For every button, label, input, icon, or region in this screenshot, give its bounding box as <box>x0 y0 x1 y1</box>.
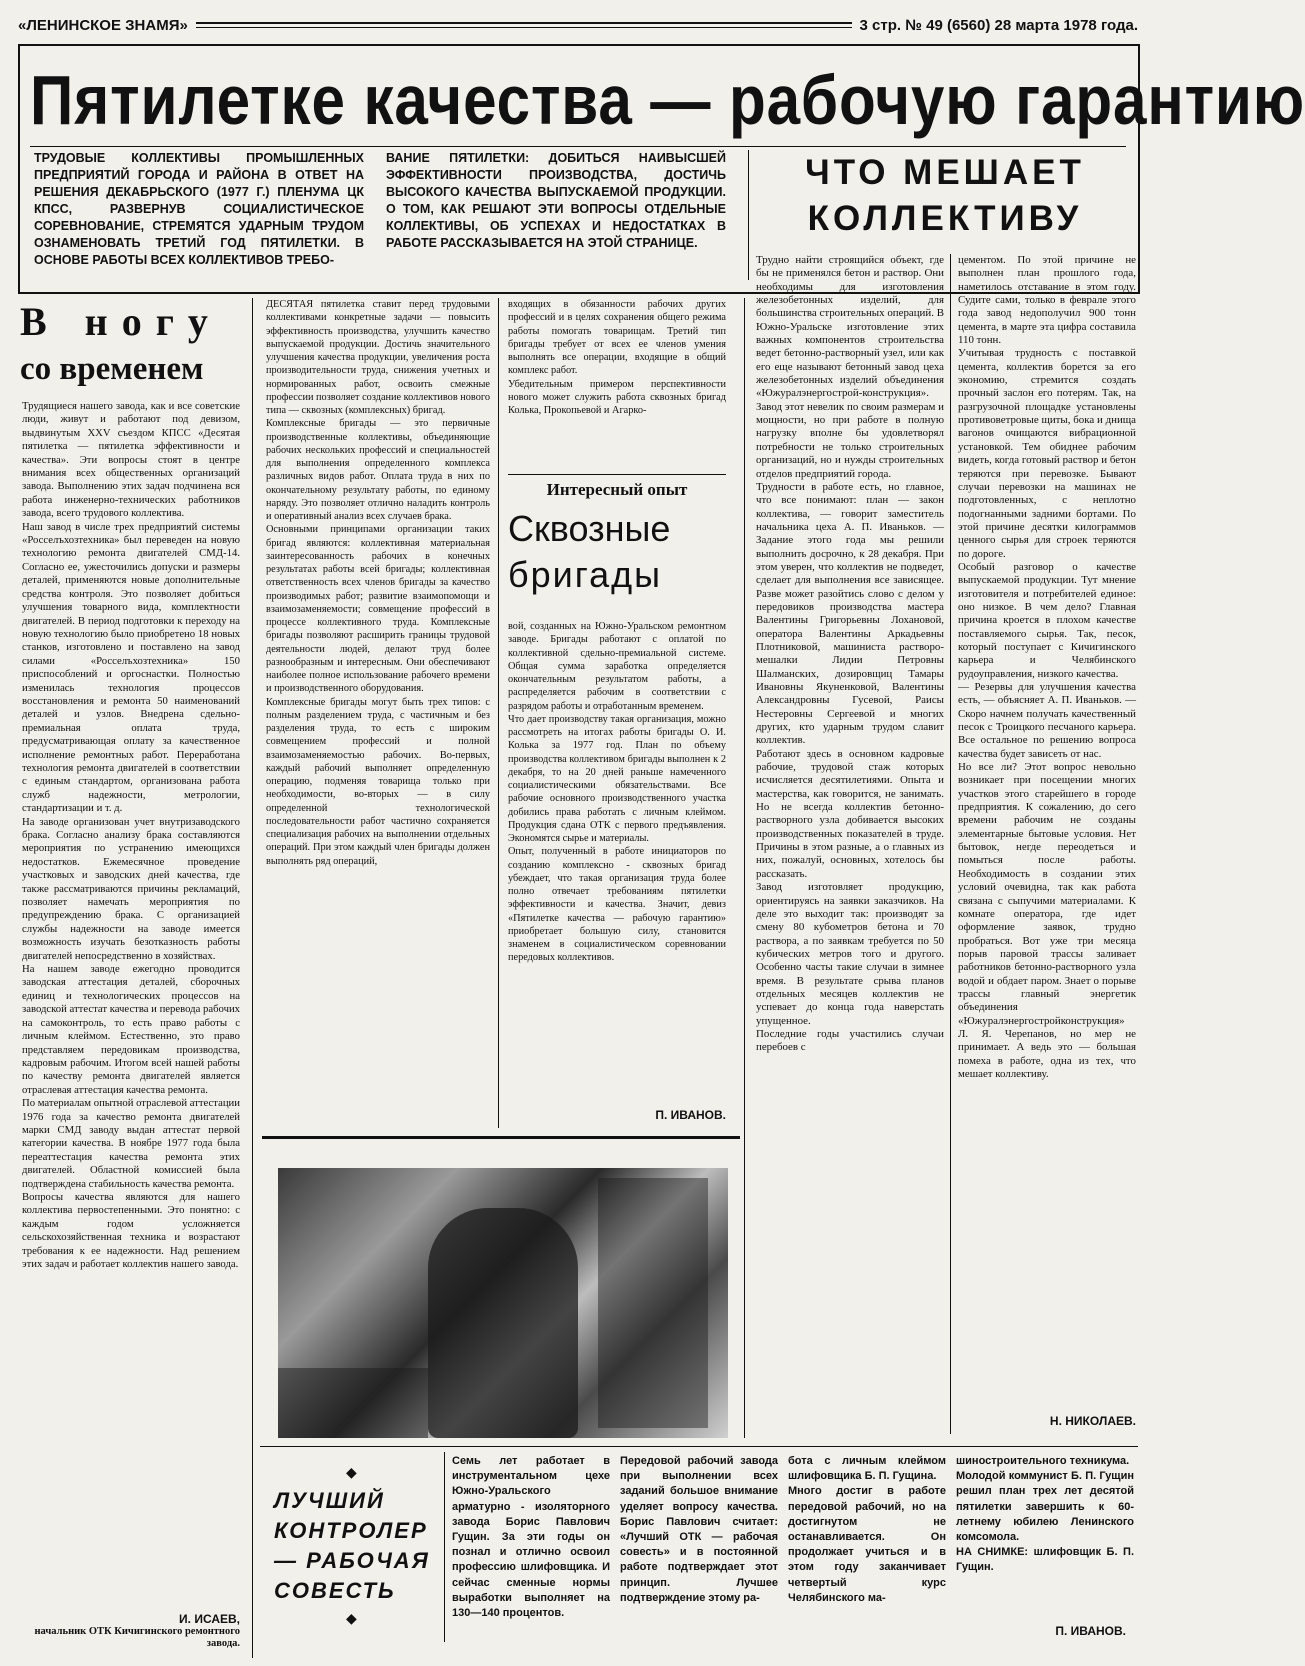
newspaper-name: «ЛЕНИНСКОЕ ЗНАМЯ» <box>18 16 188 34</box>
article3-body-col1: Трудно найти строящийся объект, где бы не применялся бетон и раствор. Они необходимы для изготовления железобетонных изделий, для большинства строительных операций. В Южно-Уральске изготовление этих важных компонентов строительства ведет бетонно-растворный узел, или как его еще называют бетонный завод цеха железобетонных изделий объединения «Южуралэнергострой-конструкция». Завод этот невелик по своим размерам и мощности, но при работе в полную нагрузку вполне бы удовлетворял потребности не только строительных организаций, но и нужды строительных отделов предприятий города. Трудности в работе есть, но главное, что все понимают: план — закон коллектива, — говорит заместитель начальника цеха А. П. Иваньков. — Задание этого года мы решили выполнить досрочно, к 28 декабря. При этом уверен, что коллектив не подведет, сделает для выполнения все зависящее. Разве может разойтись слово с делом у передовиков производства мастера Валентины Григорьевны Лохановой, оператора Валентины Аркадьевны Плотниковой, машиниста растворо-мешалки Лидии Петровны Шалманских, дозировщиц Тамары Ивановны Якуненковой, Валентины Александровны Гусевой, Раисы Нестеровны Сергеевой и многих других, кто ударным трудом славит коллектив. Работают здесь в основном кадровые рабочие, трудовой стаж которых исчисляется десятилетиями. Опыта и мастерства, как говорится, не занимать. Но не всегда коллектив бетонно-растворного узла добивается высоких производственных показателей в труде. Причины в этом разные, а о главных из них, пожалуй, основных, хотелось бы рассказать. Завод изготовляет продукцию, ориентируясь на заявки заказчиков. На деле это выходит так: производят за смену 80 кубометров бетона и 70 раствора, а по заявкам требуется по 50 кубических метров того и другого. Особенно часты такие случаи в зимнее время. В результате срыва планов отдельных месяцев коллектив не успевает до конца года наверстать упущенное. Последние годы участились случаи перебоев с <box>756 254 944 1054</box>
article3-title-line1: ЧТО МЕШАЕТ <box>805 153 1085 192</box>
col-divider-1 <box>252 298 253 1658</box>
article1-signature-title: начальник ОТК Кичигинского ремонтного завода. <box>34 1626 240 1649</box>
article4-col1: Семь лет работает в инструментальном цехе Южно-Уральского арматурно - изоляторного завода Борис Павлович Гущин. За эти годы он познал и отлично освоил профессию шлифовщика. И сейчас сменные нормы выработки выполняет на 130—140 процентов. <box>452 1455 610 1620</box>
article1-title-line1: В ногу <box>20 299 222 344</box>
col-divider-2 <box>498 298 499 1128</box>
article2-title-line1: Сквозные <box>508 508 671 549</box>
article2-bottom-rule <box>262 1136 740 1139</box>
issue-info: 3 стр. № 49 (6560) 28 марта 1978 года. <box>859 16 1138 34</box>
article4-col2: Передовой рабочий завода при выполнении всех заданий большое внимание уделяет вопросу качества. Борис Павлович считает: «Лучший ОТК — рабочая совесть» и в постоянной работе подтверждает этот принцип. Лучшее подтверждение этому ра- <box>620 1455 778 1604</box>
article3-title-line2: КОЛЛЕКТИВУ <box>807 199 1083 238</box>
article2-body-col1: ДЕСЯТАЯ пятилетка ставит перед трудовыми коллективами конкретные задачи — повысить эффективность производства, улучшить качество выпускаемой продукции. Достичь значительного улучшения качества продукции, увеличения роста производительности труда, снижения учетных и нормированных работ, освоить смежные профессии позволяет создание коллективов нового типа — сквозных (комплексных) бригад. Комплексные бригады — это первичные производственные коллективы, объединяющие рабочих нескольких профессий и специальностей для выполнения определенного комплекса различных видов работ. Оплата труда в них по окончательному результату работы, по единому наряду. Это позволяет отлично наладить контроль и оперативный анализ всех случаев брака. Основными принципами организации таких бригад являются: коллективная материальная заинтересованность рабочих в конечных результатах работы всей бригады; коллективная ответственность всех членов бригады за качество производимых работ; развитие взаимопомощи и взаимозаменяемости; совмещение профессий в процессе коллективного труда. Комплексные бригады позволяют расширить границы трудовой деятельности людей, делают труд более разнообразным и интересным. Они обеспечивают наиболее полное использование рабочего времени и производственного оборудования. Комплексные бригады могут быть трех типов: с полным разделением труда, с частичным и без разделения труда, то есть с широким совмещением профессий и полной взаимозаменяемостью рабочих. Во-первых, каждый рабочий выполняет определенную операцию, подменяя товарища только при необходимости, во-вторых — в силу определенной технологической последовательности работ частично сохраняется специализация рабочих на выполнении отдельных операций. При этом каждый член бригады должен выполнять ряд операций, <box>266 299 490 867</box>
article1-signature: И. ИСАЕВ, <box>179 1612 240 1626</box>
photo-figure <box>428 1208 578 1438</box>
diamond-bottom-icon: ◆ <box>346 1610 357 1626</box>
article3-signature: Н. НИКОЛАЕВ. <box>1049 1414 1136 1428</box>
article1-body: Трудящиеся нашего завода, как и все советские люди, живут и работают под девизом, выдвинутым XXV съездом КПСС «Десятая пятилетка — пятилетка эффективности и качества». Эти вопросы стоят в центре внимания всех общественных организаций завода. Выполнению этих задач подчинена вся работа инженерно-технических работников завода, всего трудового коллектива. Наш завод в числе трех предприятий системы «Росселъхозтехника» был переведен на новую технологию ремонта двигателей СМД-14. Согласно ее, ужесточились допуски и размеры деталей, применяются новые дополнительные средства контроля. Это позволяет добиться улучшения товарного вида, комплектности двигателей. В период подготовки к переходу на новую технологию было приобретено 18 новых станков, изготовлено и поставлено на завод силами «Росселъхозтехника» 150 приспособлений и оргоснастки. Полностью изменилась технология процессов восстановления и ремонта 50 наименований деталей и узлов. Внедрена сдельно-премиальная оплата труда, предусматривающая оплату за качественное исполнение ремонтных работ. Переработана технология ремонта двигателей в соответствии с единым стандартом, организована работа служб надежности, метрологии, стандартизации и т. д. На заводе организован учет внутризаводского брака. Согласно анализу брака составляются мероприятия по устранению имеющихся недостатков. Ежемесячное проведение участковых и заводских дней качества, где также рассматриваются причины рекламаций, позволяет намечать мероприятия по предупреждению брака. С организацией службы надежности на заводе имеется возможность изучать безотказность работы двигателей непосредственно в хозяйствах. На нашем заводе ежегодно проводится заводская аттестация деталей, сборочных единиц и технологических процессов на заводской аттестат качества и перевода рабочих на самоконтроль, то есть право работы с личным клеймом. Естественно, это право представляем передовикам производства, кадровым рабочим. Итогом всей нашей работы по качеству ремонта двигателей является отраслевая аттестация качества ремонта. По материалам опытной отраслевой аттестации 1976 года за качество ремонта двигателей марки СМД заводу выдан аттестат первой категории качества. В ноябре 1977 года была переаттестация качества ремонта этих двигателей. Областной комиссией была подтверждена стабильность качества ремонта. Вопросы качества являются для нашего коллектива первостепенными. Это понятно: с каждым годом усложняется сельскохозяйственная техника и возрастают требования к ее надежности. Над решением этих задач и работает коллектив нашего завода. <box>22 400 241 1270</box>
article2-title <box>508 506 726 598</box>
article2-signature: П. ИВАНОВ. <box>655 1108 726 1122</box>
article2-title-line2: бригады <box>508 554 662 595</box>
col-divider-4 <box>950 254 951 1434</box>
lead-right: ВАНИЕ ПЯТИЛЕТКИ: ДОБИТЬСЯ НАИВЫСШЕЙ ЭФФЕКТИВНОСТИ ПРОИЗВОДСТВА, ДОСТИЧЬ ВЫСОКОГО КАЧЕСТВА ВЫПУСКАЕМОЙ ПРОДУКЦИИ. О ТОМ, КАК РЕШАЮТ ЭТИ ВОПРОСЫ ОТДЕЛЬНЫЕ КОЛЛЕКТИВЫ, ОБ УСПЕХАХ И НЕДОСТАТКАХ В РАБОТЕ РАССКАЗЫВАЕТСЯ НА ЭТОЙ СТРАНИЦЕ. <box>386 151 726 250</box>
col-divider-3 <box>744 298 745 1438</box>
article3-title <box>760 150 1130 242</box>
worker-photo <box>278 1168 728 1438</box>
headline-rule <box>30 146 1126 147</box>
masthead-rule <box>196 22 852 28</box>
article4-signature: П. ИВАНОВ. <box>1055 1624 1126 1638</box>
masthead <box>18 14 1138 36</box>
article4-col4: шиностроительного техникума. Молодой коммунист Б. П. Гущин решил план трех лет десятой пятилетки завершить к 60-летнему юбилею Ленинского комсомола. НА СНИМКЕ: шлифовщик Б. П. Гущин. <box>956 1455 1134 1574</box>
article3-body-col2: цементом. По этой причине не выполнен план прошлого года, наметилось отставание в этом году. Судите сами, только в феврале этого года завод недополучил 900 тонн цемента, в марте эта цифра составила 110 тонн. Учитывая трудность с поставкой цемента, коллектив борется за его экономию, стремится создать прочный заслон его потерям. Так, на разгрузочной площадке установлены противоветровые щиты, бока и днища вагонов очищаются вибрационной установкой. Тем обиднее рабочим видеть, когда готовый раствор и бетон теряются при перевозке. Бывают случаи перевозки на машинах не подготовленных, с неплотно подогнанными задними бортами. По этой причине десятки килограммов ценного сырья для строек теряются по дороге. Особый разговор о качестве выпускаемой продукции. Тут мнение изготовителя и потребителей единое: оно низкое. В чем дело? Главная причина кроется в плохом качестве поставляемого сырья. Так, песок, который поступает с Кичигинского карьера и Челябинского рудоуправления, низкого качества. — Резервы для улучшения качества есть, — объясняет А. П. Иваньков. — Скоро начнем получать качественный песок с Троицкого песчаного карьера. Все остальное по решению вопроса качества будет зависеть от нас. Но все ли? Этот вопрос невольно возникает при посещении многих участков этого старейшего в городе предприятия. К сожалению, до сего времени рабочим не созданы элементарные бытовые условия. Нет бытовок, негде переодеться и помыться после работы. Необходимость в создании этих условий очевидна, так как работа связана с сыпучими материалами. К комнате оператора, где идет оформление заявок, трудно пробраться. Вот уже три месяца порыв паровой трассы заливает работников бетонно-растворного узла водой и обдает паром. Знает о порыве трассы главный энергетик объединения «Южуралэнергостройконструкция» Л. Я. Черепанов, но мер не принимает. А ведь это — большая помеха в работе, одна из тех, что мешает коллективу. <box>958 254 1136 1080</box>
article4-title: ЛУЧШИЙ КОНТРОЛЕР — РАБОЧАЯ СОВЕСТЬ <box>274 1488 430 1603</box>
page-headline: Пятилетке качества — рабочую гарантию <box>30 61 1305 139</box>
article2-body-col2-top: входящих в обязанности рабочих других профессий и в целях сохранения общего режима работы помогать товарищам. Третий тип бригады требует от всех ее членов умения выполнять все операции, входящие в общий комплекс работ. Убедительным примером перспективности нового может служить работа сквозных бригад Колька, Прокопьевой и Агарко- <box>508 299 726 416</box>
article2-body-col2-bottom: вой, созданных на Южно-Уральском ремонтном заводе. Бригады работают с оплатой по коллективной сдельно-премиальной системе. Общая сумма заработка определяется окончательным результатом работы, а распределяется рабочим в соответствии с разрядом работы и отработанным временем. Что дает производству такая организация, можно рассмотреть на итогах работы бригады О. И. Колька за 1977 год. План по объему производства коллективом бригады выполнен к 2 декабря, то на 20 дней раньше намеченного социалистическими обязательствами. Все рабочие основного производственного участка добились права работать с личным клеймом. Продукция сдана ОТК с первого предъявления. Экономятся сырье и материалы. Опыт, полученный в работе инициаторов по созданию комплексно - сквозных бригад убеждает, что такая организация труда более полно отвечает требованиям пятилетки эффективности и качества. Значит, девиз «Пятилетке качества — рабочую гарантию» приобретает большую силу, становится знаменем в социалистическом соревновании передовых коллективов. <box>508 621 726 964</box>
article4-divider <box>444 1452 445 1642</box>
article4-top-rule <box>260 1446 1138 1447</box>
article2-rubric: Интересный опыт <box>546 480 688 499</box>
photo-machine <box>598 1178 708 1428</box>
lead-divider <box>748 150 749 280</box>
photo-bench <box>278 1368 428 1438</box>
lead-left: ТРУДОВЫЕ КОЛЛЕКТИВЫ ПРОМЫШЛЕННЫХ ПРЕДПРИЯТИЙ ГОРОДА И РАЙОНА В ОТВЕТ НА РЕШЕНИЯ ДЕКАБРЬСКОГО (1977 Г.) ПЛЕНУМА ЦК КПСС, РАЗВЕРНУВ СОЦИАЛИСТИЧЕСКОЕ СОРЕВНОВАНИЕ, СТРЕМЯТСЯ УДАРНЫМ ТРУДОМ ОЗНАМЕНОВАТЬ ТРЕТИЙ ГОД ПЯТИЛЕТКИ. В ОСНОВЕ РАБОТЫ ВСЕХ КОЛЛЕКТИВОВ ТРЕБО- <box>34 151 364 267</box>
article4-col3: бота с личным клеймом шлифовщика Б. П. Гущина. Много достиг в работе передовой рабочий, но на достигнутом не останавливается. Он продолжает учиться и в этом году заканчивает четвертый курс Челябинского ма- <box>788 1455 946 1604</box>
diamond-top-icon: ◆ <box>346 1464 357 1480</box>
article1-title-line2: со временем <box>20 351 204 387</box>
article1-title <box>20 298 240 392</box>
article2-rubric-rule <box>508 474 726 475</box>
